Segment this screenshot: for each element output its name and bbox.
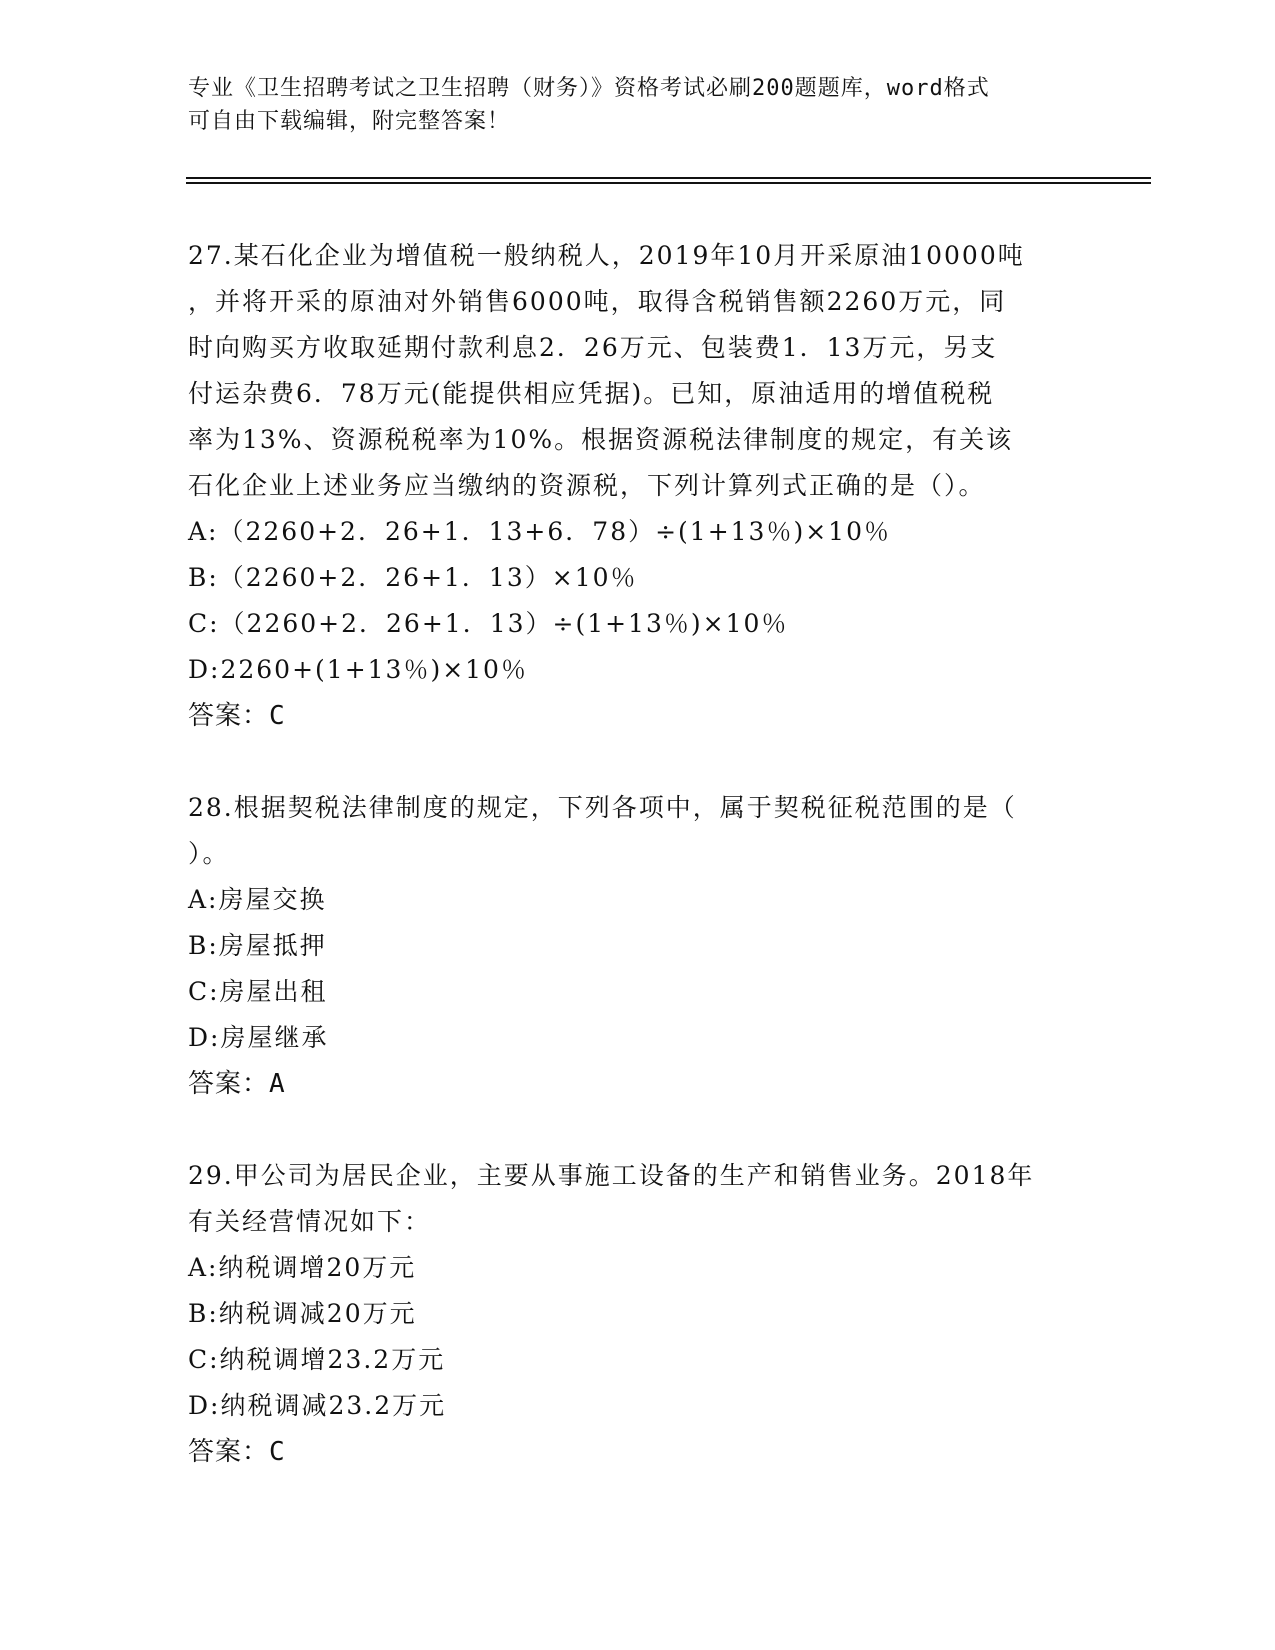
header-line: 可自由下载编辑，附完整答案！ bbox=[188, 109, 511, 134]
document-header bbox=[188, 72, 1088, 138]
header-divider bbox=[186, 177, 1151, 179]
header-divider bbox=[186, 182, 1151, 184]
question-stem-line: 有关经营情况如下： bbox=[188, 1207, 432, 1236]
option-d: D:房屋继承 bbox=[188, 1023, 329, 1052]
question-spacer bbox=[188, 1107, 1088, 1153]
answer-line: 答案：A bbox=[188, 1069, 286, 1099]
question-spacer bbox=[188, 739, 1088, 785]
option-d: D:2260+(1+13％)×10％ bbox=[188, 655, 528, 684]
question-29 bbox=[188, 1153, 1088, 1475]
question-stem-line: 27.某石化企业为增值税一般纳税人，2019年10月开采原油10000吨 bbox=[188, 241, 1025, 270]
option-c: C:纳税调增23.2万元 bbox=[188, 1345, 446, 1374]
document-body bbox=[188, 233, 1088, 1475]
answer-line: 答案：C bbox=[188, 701, 286, 731]
option-b: B:纳税调减20万元 bbox=[188, 1299, 417, 1328]
question-stem-line: ，并将开采的原油对外销售6000吨，取得含税销售额2260万元，同 bbox=[188, 287, 1007, 316]
question-stem-line: 时向购买方收取延期付款利息2．26万元、包装费1．13万元，另支 bbox=[188, 333, 998, 362]
option-a: A:房屋交换 bbox=[188, 885, 327, 914]
question-stem-line: 率为13%、资源税税率为10%。根据资源税法律制度的规定，有关该 bbox=[188, 425, 1014, 454]
header-line: 专业《卫生招聘考试之卫生招聘（财务）》资格考试必刷200题题库，word格式 bbox=[188, 76, 990, 101]
option-b: B:房屋抵押 bbox=[188, 931, 327, 960]
option-c: C:房屋出租 bbox=[188, 977, 328, 1006]
question-stem-line: ）。 bbox=[188, 839, 230, 868]
option-d: D:纳税调减23.2万元 bbox=[188, 1391, 447, 1420]
question-27 bbox=[188, 233, 1088, 739]
question-28 bbox=[188, 785, 1088, 1107]
option-a: A:（2260+2．26+1．13+6．78）÷(1+13％)×10％ bbox=[188, 517, 891, 546]
question-stem-line: 付运杂费6．78万元(能提供相应凭据)。已知，原油适用的增值税税 bbox=[188, 379, 995, 408]
option-c: C:（2260+2．26+1．13）÷(1+13％)×10％ bbox=[188, 609, 789, 638]
question-stem-line: 石化企业上述业务应当缴纳的资源税，下列计算列式正确的是（）。 bbox=[188, 471, 986, 500]
option-a: A:纳税调增20万元 bbox=[188, 1253, 417, 1282]
option-b: B:（2260+2．26+1．13）×10％ bbox=[188, 563, 638, 592]
question-stem-line: 28.根据契税法律制度的规定，下列各项中，属于契税征税范围的是（ bbox=[188, 793, 1017, 822]
answer-line: 答案：C bbox=[188, 1437, 286, 1467]
question-stem-line: 29.甲公司为居民企业，主要从事施工设备的生产和销售业务。2018年 bbox=[188, 1161, 1035, 1190]
